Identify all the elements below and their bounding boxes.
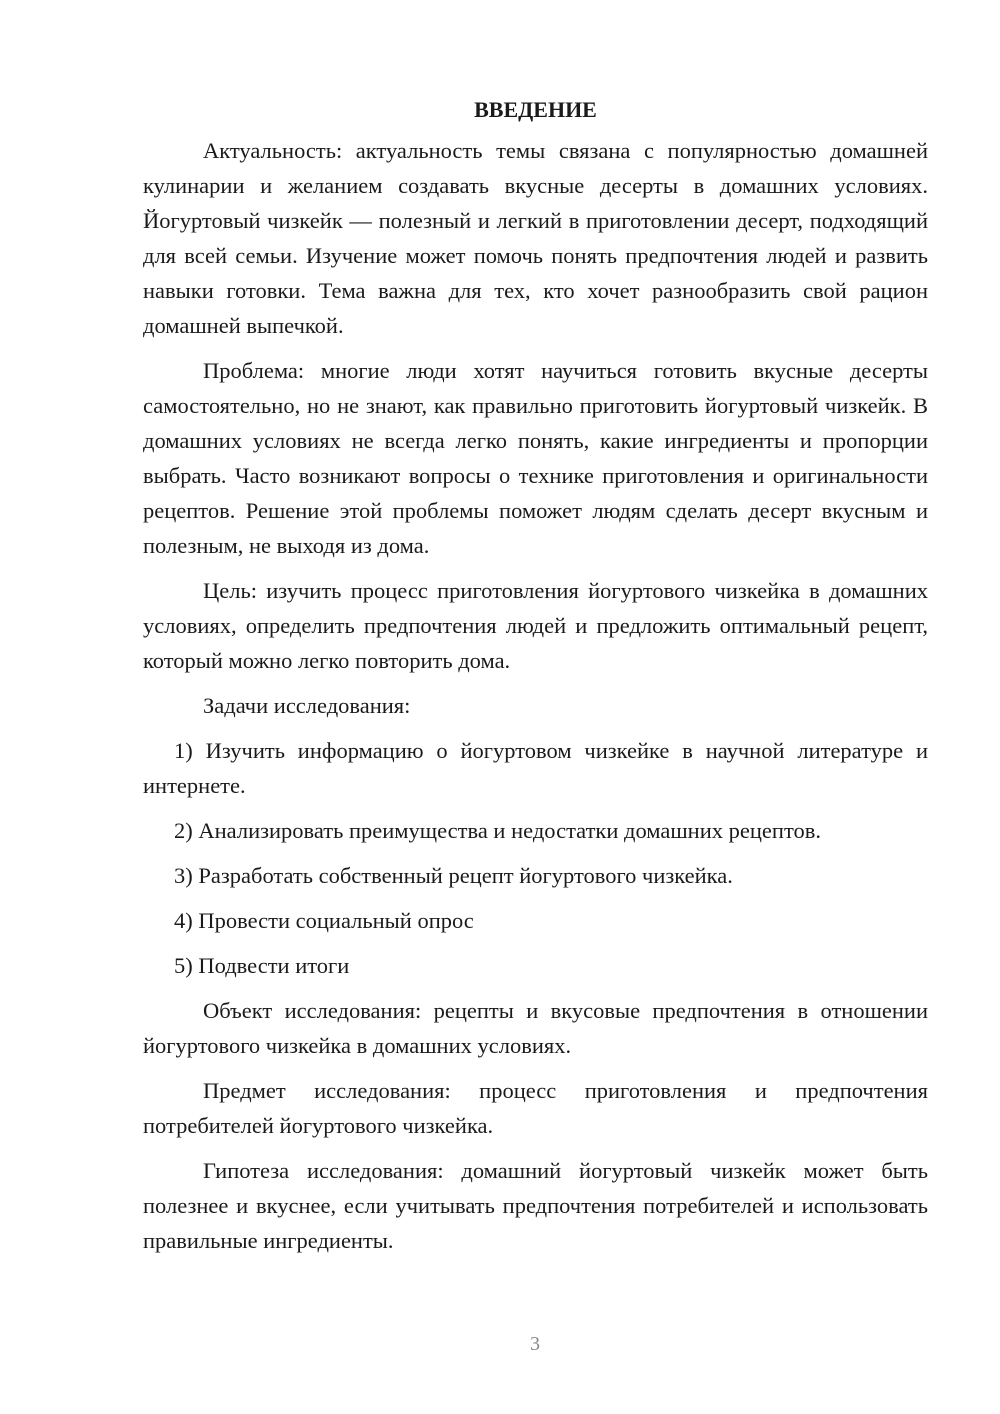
paragraph-relevance: Актуальность: актуальность темы связана с популярностью домашней кулинарии и желанием создавать вкусные десерты в домашних условиях. Йогуртовый чизкейк — полезный и легкий в приготовлении десерт, подходящий для всей семьи. Изучение может помочь понять предпочтения людей и развить навыки готовки. Тема важна для тех, кто хочет разнообразить свой рацион домашней выпечкой. — [143, 138, 928, 338]
page-number: 3 — [530, 1333, 540, 1355]
paragraph-goal: Цель: изучить процесс приготовления йогуртового чизкейка в домашних условиях, определить предпочтения людей и предложить оптимальный рецепт, который можно легко повторить дома. — [143, 578, 928, 673]
section-title: ВВЕДЕНИЕ — [474, 97, 597, 122]
paragraph-object: Объект исследования: рецепты и вкусовые предпочтения в отношении йогуртового чизкейка в домашних условиях. — [143, 998, 928, 1058]
task-item-5: 5) Подвести итоги — [174, 953, 350, 978]
task-item-4: 4) Провести социальный опрос — [174, 908, 474, 933]
paragraph-problem: Проблема: многие люди хотят научиться готовить вкусные десерты самостоятельно, но не знают, как правильно приготовить йогуртовый чизкейк. В домашних условиях не всегда легко понять, какие ингредиенты и пропорции выбрать. Часто возникают вопросы о технике приготовления и оригинальности рецептов. Решение этой проблемы поможет людям сделать десерт вкусным и полезным, не выходя из дома. — [143, 358, 928, 558]
paragraph-subject: Предмет исследования: процесс приготовления и предпочтения потребителей йогуртового чизкейка. — [143, 1078, 928, 1138]
tasks-heading: Задачи исследования: — [203, 693, 411, 718]
document-page — [143, 92, 928, 1268]
task-item-2: 2) Анализировать преимущества и недостатки домашних рецептов. — [174, 818, 821, 843]
task-item-3: 3) Разработать собственный рецепт йогуртового чизкейка. — [174, 863, 733, 888]
paragraph-hypothesis: Гипотеза исследования: домашний йогуртовый чизкейк может быть полезнее и вкуснее, если учитывать предпочтения потребителей и использовать правильные ингредиенты. — [143, 1158, 928, 1253]
task-item-1: 1) Изучить информацию о йогуртовом чизкейке в научной литературе и интернете. — [143, 738, 928, 798]
